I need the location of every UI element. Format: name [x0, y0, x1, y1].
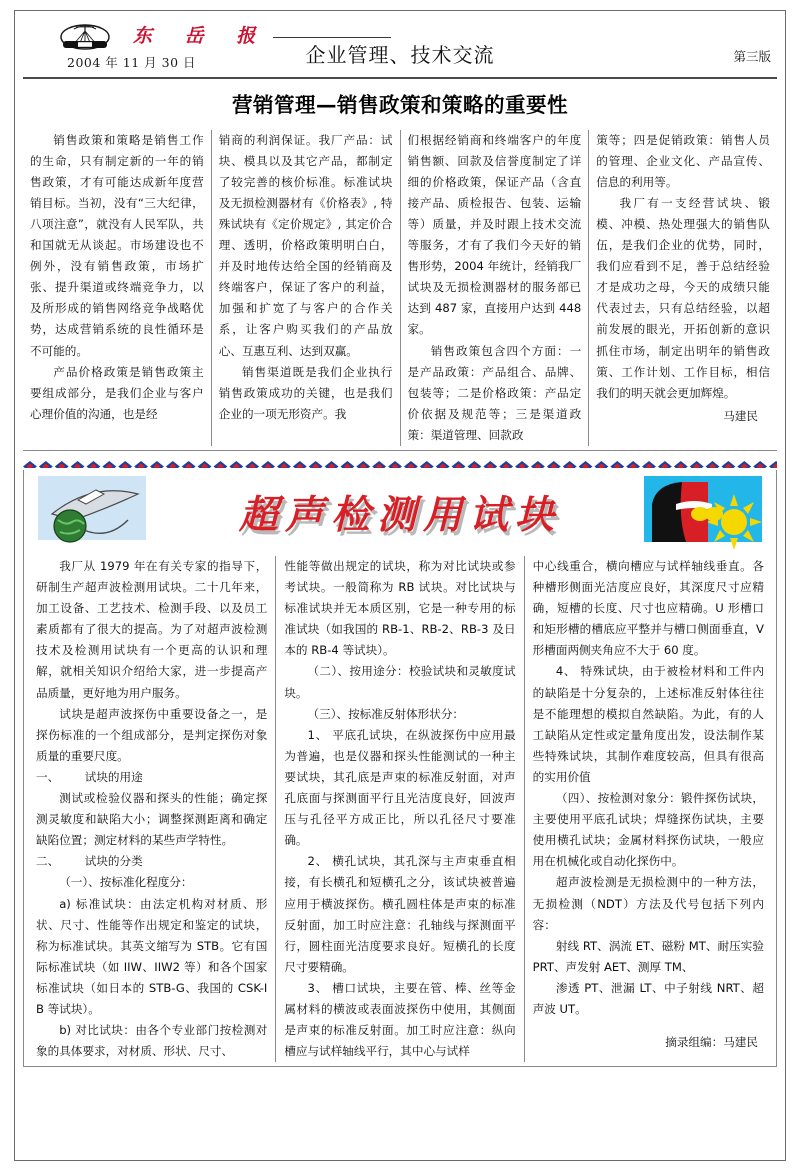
section-title-text: 试块的分类: [84, 854, 143, 869]
paragraph: 销售政策包含四个方面：一是产品政策：产品组合、品牌、包装等；二是价格政策：产品定价依据及规范等；三是渠道政策：渠道管理、回款政: [407, 343, 582, 442]
article-byline: 马建民: [723, 408, 758, 423]
paragraph: 1、 平底孔试块，在纵波探伤中应用最为普遍，也是仪器和探头性能测试的一种主要试块，其孔底是声束的标准反射面，对声孔底面与探测面平行且光洁度良好，回波声压与孔径平方成正比，所以孔径尺寸要准确。: [284, 727, 516, 848]
paragraph: 试块是超声波探伤中重要设备之一，是探伤标准的一个组成部分，是判定探伤对象质量的重要尺度。: [36, 706, 268, 763]
airplane-globe-clipart: [34, 474, 152, 550]
article2-column-3: [524, 556, 772, 1062]
paper-title: 东 岳 报: [133, 25, 269, 47]
paragraph: 渗透 PT、泄漏 LT、中子射线 NRT、超声波 UT。: [532, 980, 764, 1016]
issue-date: 2004 年 11 月 30 日: [67, 55, 196, 70]
paragraph: b) 对比试块：由各个专业部门按检测对象的具体要求，对材质、形状、尺寸、: [36, 1023, 268, 1059]
masthead-rule: [273, 37, 391, 38]
paragraph: 射线 RT、涡流 ET、磁粉 MT、耐压实验 PRT、声发射 AET、测厚 TM、: [532, 938, 764, 974]
banner-headline: 超声检测用试块: [238, 492, 562, 538]
section-number: 二、: [36, 854, 60, 869]
article-column-2: [211, 130, 400, 446]
article-columns: [23, 130, 777, 446]
banner-zone: [24, 470, 776, 556]
masthead: [23, 17, 777, 79]
decorative-divider: [23, 457, 777, 468]
article-column-1: [23, 130, 211, 446]
paragraph: 销商的利润保证。我厂产品：试块、模具以及其它产品，都制定了较完善的核价标准。标准试块及无损检测器材有《价格表》, 特殊试块有《定价规定》, 其定价合理、透明，价格政策明明白白，并及时地传达给全国的经销商及终端客户，保证了客户的利益，加强和扩宽了与客户的合作关系，让客户购买我们的产品放心、互惠互利、达到双赢。: [218, 132, 393, 358]
face-sunburst-clipart: [642, 474, 764, 550]
paragraph: 们根据经销商和终端客户的年度销售额、回款及信誉度制定了详细的价格政策，保证产品（含直接产品、质检报告、包装、运输等）质量，并及时跟上技术交流等服务，才有了我们今天好的销售形势，2004 年统计，经销我厂试块及无损检测器材的服务部已达到 487 家，直接用户达到 448 家。: [407, 132, 582, 337]
article-ultrasonic-test-blocks: [23, 470, 777, 1067]
page-number: 第三版: [733, 49, 771, 64]
paragraph: 2、 横孔试块，其孔深与主声束垂直相接，有长横孔和短横孔之分，该试块被普遍应用于横波探伤。横孔圆柱体是声束的标准反射面，加工时应注意：孔轴线与探测面平行，圆柱面光洁度要求良好。短横孔的长度尺寸要精确。: [284, 854, 516, 974]
page-frame: [14, 10, 786, 1161]
section-number: 一、: [36, 769, 60, 784]
paragraph: a) 标准试块：由法定机构对材质、形状、尺寸、性能等作出规定和鉴定的试块，称为标准试块。其英文缩写为 STB。它有国际标准试块（如 IIW、IIW2 等）和各个国家标准试块（如日本的 STB-G、我国的 CSK-IB 等试块）。: [36, 896, 268, 1016]
paragraph: 我厂有一支经营试块、锻模、冲模、热处理强大的销售队伍，是我们企业的优势，同时，我们应看到不足，善于总结经验才是成功之母，今天的成绩只能代表过去，只有总结经验，以超前发展的眼光，开拓创新的意识抓住市场，制定出明年的销售政策、工作计划、工作目标，相信我们的明天就会更加辉煌。: [596, 195, 770, 400]
pagoda-logo-icon: [59, 21, 111, 51]
paragraph: （一）、按标准化程度分：: [59, 875, 193, 890]
paragraph: 策等；四是促销政策：销售人员的管理、企业文化、产品宣传、信息的利用等。: [596, 132, 770, 189]
paragraph: 超声波检测是无损检测中的一种方法，无损检测（NDT）方法及代号包括下列内容：: [532, 875, 764, 932]
article2-columns: [24, 556, 776, 1062]
paragraph: 4、 特殊试块，由于被检材料和工件内的缺陷是十分复杂的，上述标准反射体往往是不能理想的模拟自然缺陷。为此，有的人工缺陷从定性或定量角度出发，设法制作某些特殊试块，其制作难度较高，但具有很高的实用价值: [532, 664, 764, 784]
paragraph: （四）、按检测对象分：锻件探伤试块，主要使用平底孔试块；焊缝探伤试块，主要使用横孔试块；金属材料探伤试块，一般应用在机械化或自动化探伤中。: [532, 791, 764, 869]
section-title: 企业管理、技术交流: [305, 43, 495, 67]
paragraph: 3、 槽口试块，主要在管、棒、丝等金属材料的横波或表面波探伤中使用，其侧面是声束的标准反射面。加工时应注意：纵向槽应与试样轴线平行，其中心与试样: [284, 980, 516, 1059]
paragraph: 中心线重合，横向槽应与试样轴线垂直。各种槽形侧面光洁度应良好，其深度尺寸应精确，短槽的长度、尺寸也应精确。U 形槽口和矩形槽的槽底应平整并与槽口侧面垂直，V 形槽面两侧夹角应不大于 60 度。: [532, 559, 764, 658]
article-column-4: [588, 130, 777, 446]
section-heading: [36, 851, 267, 872]
paragraph: 测试或检验仪器和探头的性能；确定探测灵敏度和缺陷大小；调整探测距离和确定缺陷位置；测定材料的某些声学特性。: [36, 791, 268, 848]
page-title: 营销管理—销售政策和策略的重要性: [232, 93, 568, 117]
paragraph: 销售政策和策略是销售工作的生命，只有制定新的一年的销售政策，才有可能达成新年度营销目标。当初，没有“三大纪律，八项注意”，就没有人民军队，共和国就无从谈起。市场建设也不例外，没有销售政策，市场扩张、提升渠道或终端竞争力，以及所形成的销售网络竞争战略优势，达成营销系统的良性循环是不可能的。: [30, 132, 204, 358]
section-heading: [36, 767, 267, 788]
article-credit: 摘录组编：马建民: [665, 1035, 758, 1050]
paragraph: 我厂从 1979 年在有关专家的指导下，研制生产超声波检测用试块。二十几年来，加工设备、工艺技术、检测手段、以及员工素质都有了很大的提高。为了对超声波检测技术及检测用试块有一个更高的认识和理解，就相关知识介绍给大家，进一步提高产品质量，更好地为用户服务。: [36, 559, 268, 700]
section-title-text: 试块的用途: [84, 769, 143, 784]
article2-column-1: [28, 556, 275, 1062]
paragraph: 产品价格政策是销售政策主要组成部分，是我们企业与客户心理价值的沟通，也是经: [30, 364, 204, 421]
article2-column-2: [275, 556, 523, 1062]
article-column-3: [400, 130, 589, 446]
article-marketing-management: [23, 93, 777, 451]
paragraph: 销售渠道既是我们企业执行销售政策成功的关键，也是我们企业的一项无形资产。我: [218, 364, 393, 421]
paragraph: （三）、按标准反射体形状分：: [307, 706, 465, 721]
paragraph: 性能等做出规定的试块，称为对比试块或参考试块。一般简称为 RB 试块。对比试块与标准试块并无本质区别，它是一种专用的标准试块（如我国的 RB-1、RB-2、RB-3 及日本的 RB-4 等试块）。: [284, 559, 516, 658]
paragraph: （二）、按用途分：校验试块和灵敏度试块。: [284, 664, 516, 700]
